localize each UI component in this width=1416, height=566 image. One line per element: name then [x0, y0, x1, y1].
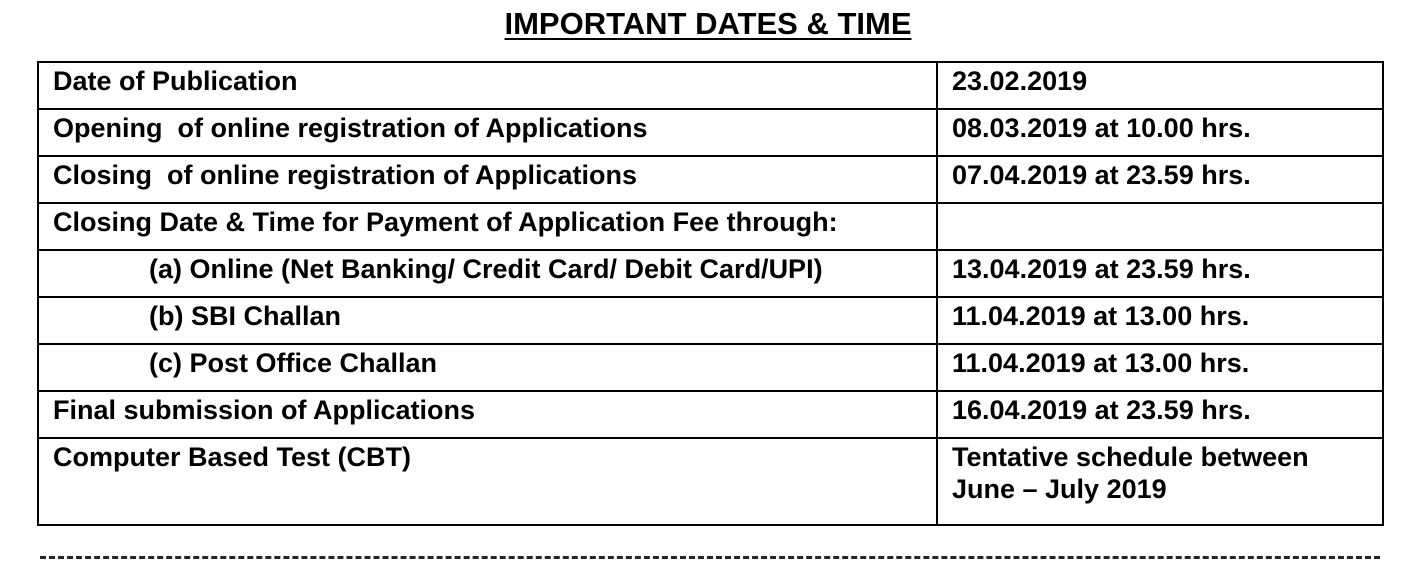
row-value: 13.04.2019 at 23.59 hrs. — [937, 250, 1383, 297]
table-row — [38, 297, 1383, 344]
row-value: 16.04.2019 at 23.59 hrs. — [937, 391, 1383, 438]
table-row — [38, 391, 1383, 438]
table-row — [38, 438, 1383, 525]
table-row — [38, 109, 1383, 156]
row-label: Closing of online registration of Applications — [38, 156, 937, 203]
row-label: Opening of online registration of Applications — [38, 109, 937, 156]
row-value: Tentative schedule between June – July 2019 — [937, 438, 1383, 525]
page-title-text: IMPORTANT DATES & TIME — [504, 6, 912, 41]
row-value: 23.02.2019 — [937, 62, 1383, 109]
table-row — [38, 156, 1383, 203]
table-row — [38, 203, 1383, 250]
page-title — [0, 4, 1416, 44]
cropped-text-strip — [40, 556, 1380, 563]
table-row — [38, 344, 1383, 391]
row-value: 07.04.2019 at 23.59 hrs. — [937, 156, 1383, 203]
cropped-text-fragment — [40, 556, 1380, 566]
row-value: 11.04.2019 at 13.00 hrs. — [937, 297, 1383, 344]
row-label: Final submission of Applications — [38, 391, 937, 438]
row-value: 11.04.2019 at 13.00 hrs. — [937, 344, 1383, 391]
row-label: Closing Date & Time for Payment of Application Fee through: — [38, 203, 937, 250]
row-label: Computer Based Test (CBT) — [38, 438, 937, 525]
table-row — [38, 62, 1383, 109]
important-dates-table — [37, 61, 1384, 526]
row-label-sub: (c) Post Office Challan — [38, 344, 937, 391]
row-label-sub: (b) SBI Challan — [38, 297, 937, 344]
row-label-sub: (a) Online (Net Banking/ Credit Card/ Debit Card/UPI) — [38, 250, 937, 297]
row-value: 08.03.2019 at 10.00 hrs. — [937, 109, 1383, 156]
row-label: Date of Publication — [38, 62, 937, 109]
row-value — [937, 203, 1383, 250]
table-row — [38, 250, 1383, 297]
